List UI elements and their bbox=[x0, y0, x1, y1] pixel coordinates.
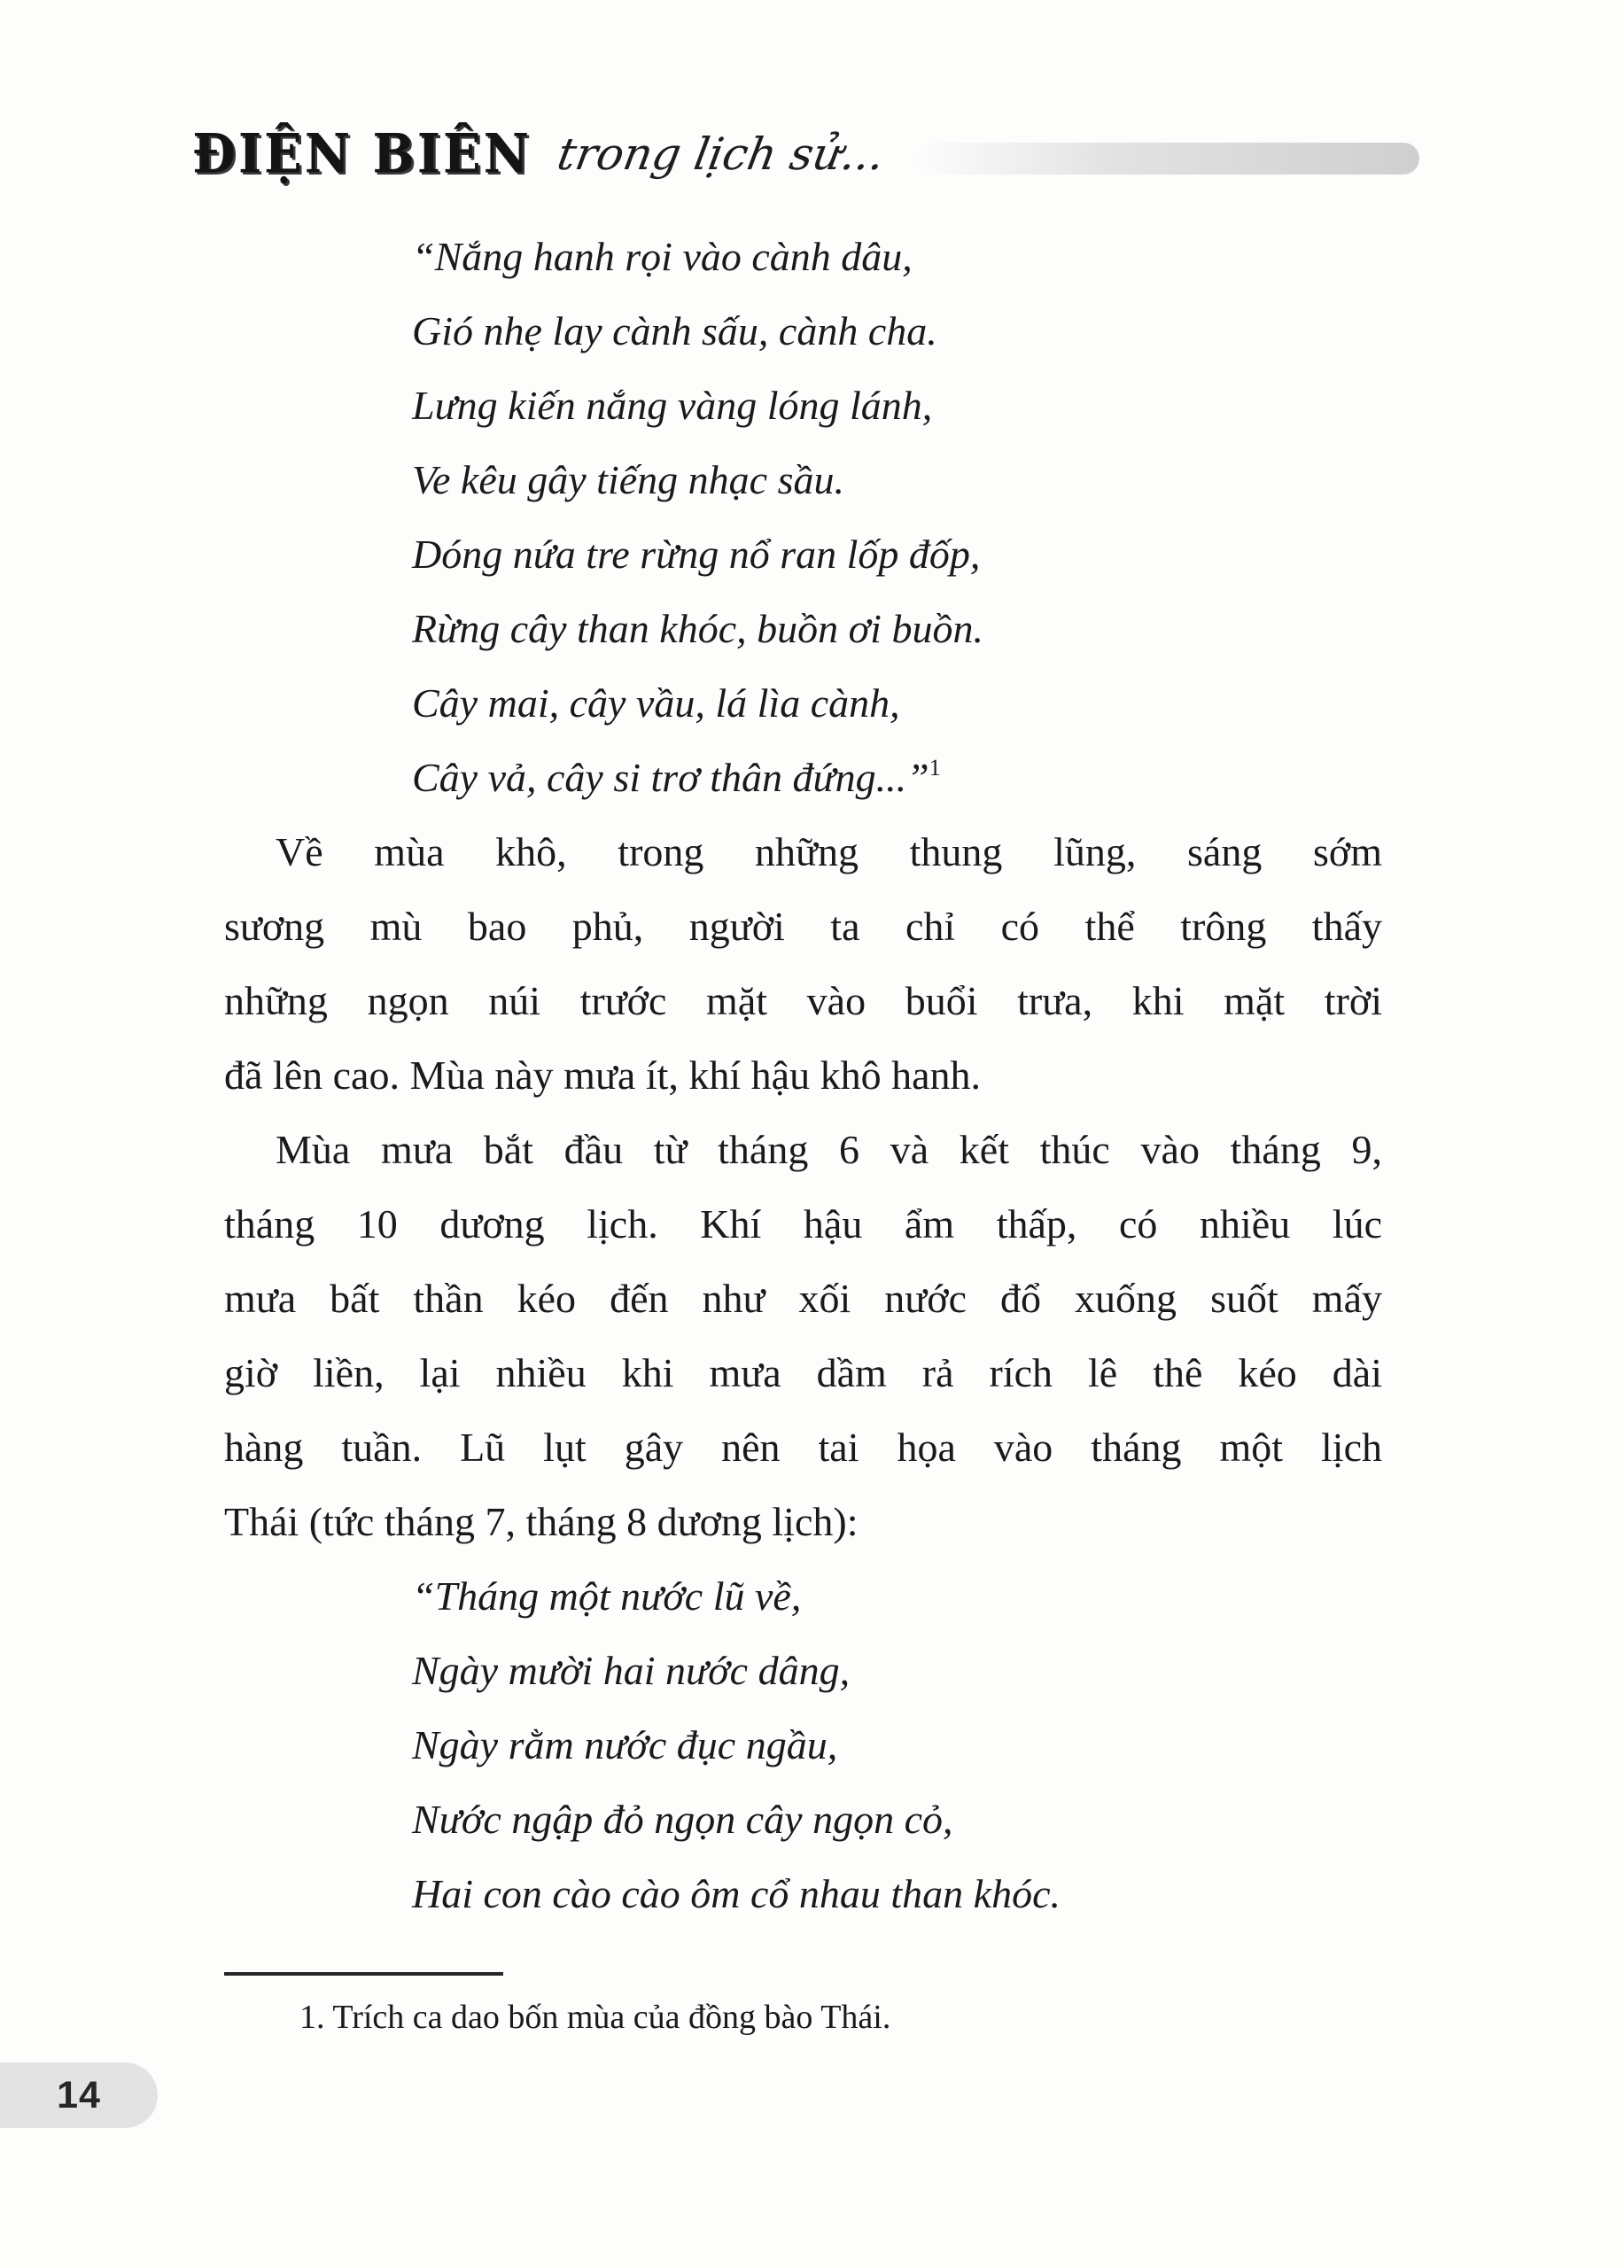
paragraph-2 bbox=[224, 1113, 1382, 1559]
paragraph-line: sương mù bao phủ, người ta chỉ có thể trông thấy bbox=[224, 904, 1382, 949]
poem-stanza-1 bbox=[412, 220, 1382, 815]
paragraph-line: đã lên cao. Mùa này mưa ít, khí hậu khô hanh. bbox=[224, 1052, 981, 1098]
book-title: ĐIỆN BIÊN bbox=[192, 122, 532, 186]
poem-line-with-footnote bbox=[412, 741, 1382, 815]
paragraph-line: Mùa mưa bắt đầu từ tháng 6 và kết thúc vào tháng 9, bbox=[276, 1127, 1382, 1172]
poem-line: Gió nhẹ lay cành sấu, cành cha. bbox=[412, 308, 937, 353]
header-swoosh-decoration bbox=[914, 143, 1419, 175]
paragraph-line: mưa bất thần kéo đến như xối nước đổ xuống suốt mấy bbox=[224, 1276, 1382, 1321]
footnote-text: 1. Trích ca dao bốn mùa của đồng bào Thái. bbox=[299, 1999, 891, 2036]
running-head bbox=[192, 112, 1382, 197]
footnote-reference-marker: 1 bbox=[929, 755, 941, 781]
paragraph-line: giờ liền, lại nhiều khi mưa dầm rả rích lê thê kéo dài bbox=[224, 1350, 1382, 1395]
poem-line: Ve kêu gây tiếng nhạc sầu. bbox=[412, 457, 844, 502]
paragraph-line: Về mùa khô, trong những thung lũng, sáng sớm bbox=[276, 829, 1382, 874]
poem-line: Lưng kiến nắng vàng lóng lánh, bbox=[412, 383, 933, 428]
poem-stanza-2 bbox=[412, 1559, 1382, 1931]
poem-line: Cây mai, cây vầu, lá lìa cành, bbox=[412, 680, 900, 726]
poem-line: Rừng cây than khóc, buồn ơi buồn. bbox=[412, 606, 983, 651]
poem-line-text: Cây vả, cây si trơ thân đứng...” bbox=[412, 755, 929, 800]
poem-line: Ngày mười hai nước dâng, bbox=[412, 1648, 851, 1693]
footnote-divider bbox=[224, 1972, 503, 1976]
poem-line: Hai con cào cào ôm cổ nhau than khóc. bbox=[412, 1871, 1061, 1916]
page-number-badge bbox=[0, 2062, 158, 2128]
paragraph-line: những ngọn núi trước mặt vào buổi trưa, khi mặt trời bbox=[224, 978, 1382, 1023]
book-subtitle: trong lịch sử... bbox=[553, 128, 889, 180]
footnote-block bbox=[224, 1972, 1382, 2039]
paragraph-line: hàng tuần. Lũ lụt gây nên tai họa vào tháng một lịch bbox=[224, 1425, 1382, 1470]
poem-line: Nước ngập đỏ ngọn cây ngọn cỏ, bbox=[412, 1797, 953, 1842]
poem-line: “Nắng hanh rọi vào cành dâu, bbox=[412, 234, 913, 279]
paragraph-1 bbox=[224, 815, 1382, 1113]
paragraph-line: tháng 10 dương lịch. Khí hậu ẩm thấp, có nhiều lúc bbox=[224, 1201, 1382, 1247]
poem-line: Dóng nứa tre rừng nổ ran lốp đốp, bbox=[412, 532, 981, 577]
paragraph-line: Thái (tức tháng 7, tháng 8 dương lịch): bbox=[224, 1499, 859, 1544]
page-number: 14 bbox=[57, 2073, 101, 2117]
poem-line: Ngày rằm nước đục ngầu, bbox=[412, 1722, 838, 1767]
poem-line: “Tháng một nước lũ về, bbox=[412, 1573, 802, 1619]
